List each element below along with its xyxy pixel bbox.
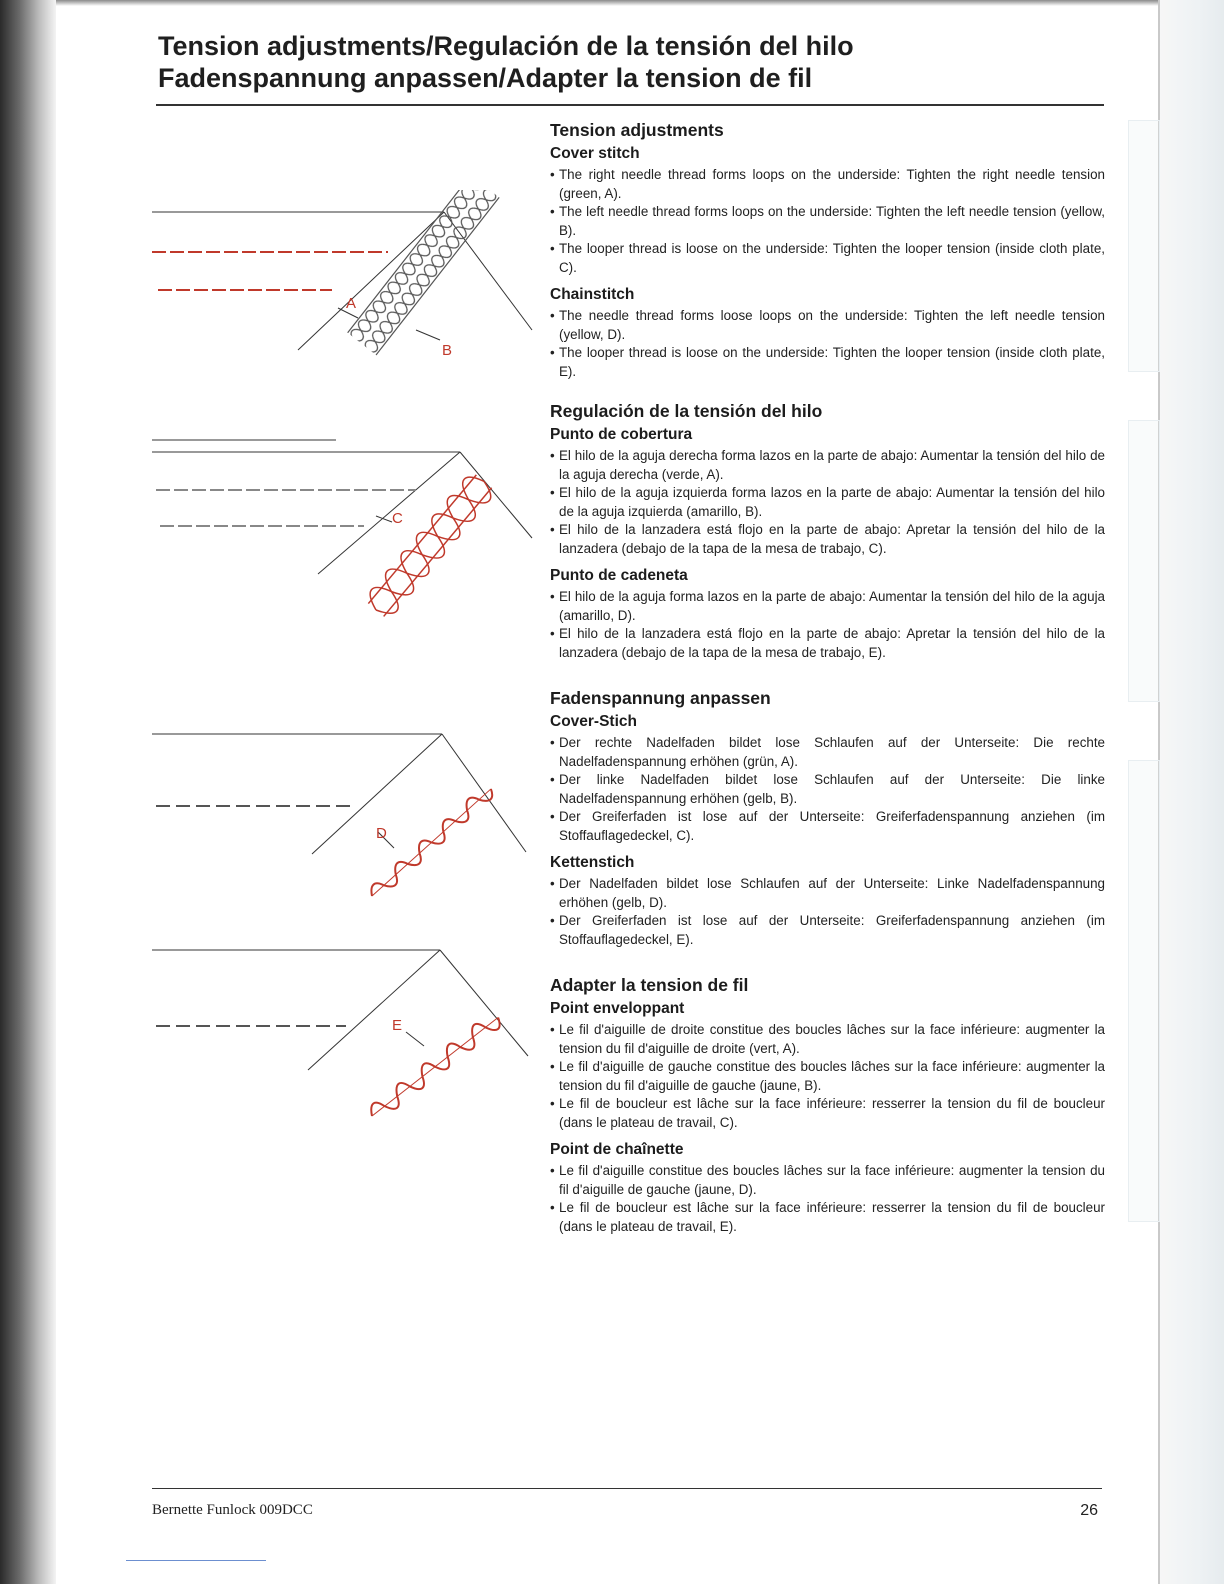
subsection-title: Punto de cadeneta	[550, 567, 688, 584]
subsection-title: Chainstitch	[550, 286, 635, 303]
section-title: Regulación de la tensión del hilo	[550, 401, 823, 421]
instruction-item: • El hilo de la lanzadera está flojo en la parte de abajo: Apretar la tensión del hilo de la lanzadera (debajo de la tapa de la mesa de trabajo, C).	[550, 521, 1105, 558]
scan-shadow-top	[56, 0, 1224, 6]
subsection-title: Cover-Stich	[550, 713, 637, 730]
instruction-item: • Le fil d'aiguille de droite constitue des boucles lâches sur la face inférieure: augmenter la tension du fil d'aiguille de droite (vert, A).	[550, 1021, 1105, 1058]
bleed-through-box	[1128, 420, 1160, 702]
scan-shadow-left	[0, 0, 56, 1584]
subsection-title: Punto de cobertura	[550, 426, 693, 443]
manual-name: Bernette Funlock 009DCC	[152, 1502, 313, 1518]
section-german	[550, 686, 1105, 949]
instruction-item: • Der rechte Nadelfaden bildet lose Schlaufen auf der Unterseite: Die rechte Nadelfadenspannung erhöhen (grün, A).	[550, 734, 1105, 771]
instruction-item: • El hilo de la aguja izquierda forma lazos en la parte de abajo: Aumentar la tensión del hilo de la aguja izquierda (amarillo, B).	[550, 484, 1105, 521]
instruction-item: • Le fil d'aiguille constitue des boucles lâches sur la face inférieure: augmenter la tension du fil d'aiguille de gauche (jaune, D).	[550, 1162, 1105, 1199]
figure-label-c: C	[392, 510, 403, 527]
figure-chainstitch-e	[152, 950, 528, 1123]
section-title: Adapter la tension de fil	[550, 975, 749, 995]
page-title	[158, 30, 1108, 94]
instruction-item: • Le fil de boucleur est lâche sur la face inférieure: resserrer la tension du fil de boucleur (dans le plateau de travail, C).	[550, 1095, 1105, 1132]
figure-label-b: B	[442, 342, 453, 359]
section-french	[550, 973, 1105, 1236]
bleed-through-box	[1128, 120, 1160, 372]
instruction-item: • Le fil de boucleur est lâche sur la face inférieure: resserrer la tension du fil de boucleur (dans le plateau de travail, E).	[550, 1199, 1105, 1236]
instructions-column	[550, 118, 1105, 1250]
instruction-item: • Der Greiferfaden ist lose auf der Unterseite: Greiferfadenspannung anziehen (im Stoffauflagedeckel, C).	[550, 808, 1105, 845]
instruction-item: • The looper thread is loose on the underside: Tighten the looper tension (inside cloth plate, E).	[550, 344, 1105, 381]
instruction-item: • Le fil d'aiguille de gauche constitue des boucles lâches sur la face inférieure: augmenter la tension du fil d'aiguille de gauche (jaune, B).	[550, 1058, 1105, 1095]
title-divider	[156, 104, 1104, 106]
instruction-item: • Der Greiferfaden ist lose auf der Unterseite: Greiferfadenspannung anziehen (im Stoffauflagedeckel, E).	[550, 912, 1105, 949]
figure-chainstitch-d	[152, 734, 526, 902]
subsection-title: Cover stitch	[550, 145, 640, 162]
figure-label-a: A	[346, 295, 357, 312]
section-title: Tension adjustments	[550, 120, 724, 140]
figure-label-e: E	[392, 1017, 403, 1034]
page-number: 26	[1080, 1502, 1098, 1519]
bleed-through-box	[1128, 760, 1160, 1222]
subsection-title: Kettenstich	[550, 854, 635, 871]
instruction-item: • The left needle thread forms loops on the underside: Tighten the left needle tension (yellow, B).	[550, 203, 1105, 240]
footer-divider	[152, 1488, 1102, 1489]
section-title: Fadenspannung anpassen	[550, 688, 771, 708]
scan-bleed-right	[1158, 0, 1224, 1584]
figure-cover-stitch-red	[152, 440, 532, 621]
figure-cover-stitch-gray	[152, 190, 532, 359]
instruction-item: • Der linke Nadelfaden bildet lose Schlaufen auf der Unterseite: Die linke Nadelfadenspannung erhöhen (gelb, B).	[550, 771, 1105, 808]
figure-label-d: D	[376, 825, 387, 842]
illustrations-column	[140, 190, 540, 1150]
scan-link-underline	[126, 1560, 266, 1561]
instruction-item: • The right needle thread forms loops on the underside: Tighten the right needle tension (green, A).	[550, 166, 1105, 203]
title-line-1: Tension adjustments/Regulación de la tensión del hilo	[158, 31, 854, 61]
instruction-item: • El hilo de la aguja derecha forma lazos en la parte de abajo: Aumentar la tensión del hilo de la aguja derecha (verde, A).	[550, 447, 1105, 484]
subsection-title: Point enveloppant	[550, 1000, 685, 1017]
title-line-2: Fadenspannung anpassen/Adapter la tension de fil	[158, 63, 813, 93]
subsection-title: Point de chaînette	[550, 1141, 684, 1158]
section-spanish	[550, 399, 1105, 662]
instruction-item: • The needle thread forms loose loops on the underside: Tighten the left needle tension (yellow, D).	[550, 307, 1105, 344]
section-english	[550, 118, 1105, 381]
instruction-item: • El hilo de la aguja forma lazos en la parte de abajo: Aumentar la tensión del hilo de la aguja (amarillo, D).	[550, 588, 1105, 625]
instruction-item: • El hilo de la lanzadera está flojo en la parte de abajo: Apretar la tensión del hilo de la lanzadera (debajo de la tapa de la mesa de trabajo, E).	[550, 625, 1105, 662]
instruction-item: • Der Nadelfaden bildet lose Schlaufen auf der Unterseite: Linke Nadelfadenspannung erhöhen (gelb, D).	[550, 875, 1105, 912]
instruction-item: • The looper thread is loose on the underside: Tighten the looper tension (inside cloth plate, C).	[550, 240, 1105, 277]
stitch-illustrations	[140, 190, 540, 1150]
